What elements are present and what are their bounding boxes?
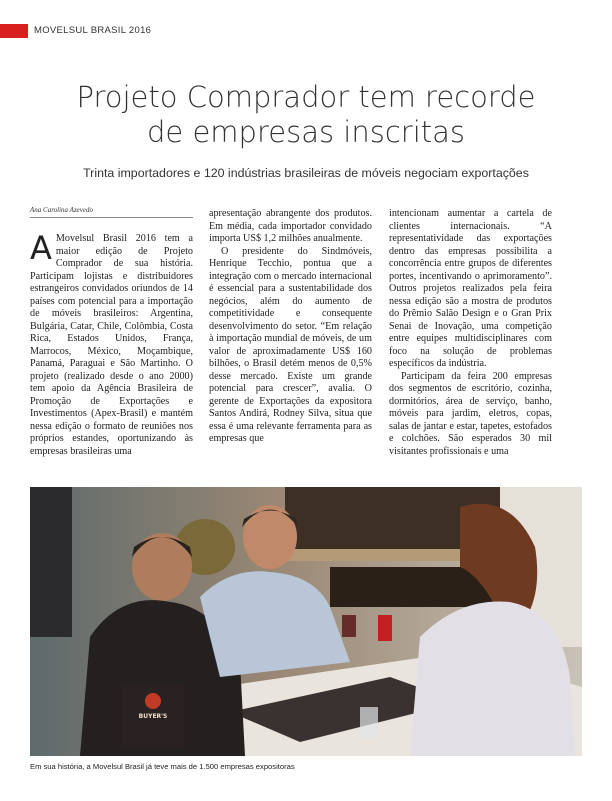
paragraph: O presidente do Sindmóveis, Henrique Tecchio, pontua que a integração com o mercado internacional é essencial para a sustentabilidade dos negócios, além do aumento de competitividade e consequente desenvolvimento do setor. “Em relação à importação mundial de móveis, de um valor de aproximadamente US$ 160 bilhões, o Brasil detém menos de 0,5% desse mercado. Existe um grande potencial para crescer”, avalia. O gerente de Exportações da expositora Santos Andirá, Rodney Silva, situa que essa é uma relevante ferramenta para as empresas que [209,245,372,444]
paragraph: Participam da feira 200 empresas dos segmentos de escritório, cozinha, dormitórios, área de serviço, banho, móveis para jardim, eletros, copas, salas de jantar e estar, tapetes, estofados e colchões. São esperados 30 mil visitantes profissionais e uma [389,370,552,457]
title-line-1: Projeto Comprador tem recorde [76,80,536,114]
meeting-photo-illustration [30,487,582,756]
author-divider [30,217,193,218]
paragraph: intencionam aumentar a cartela de clientes internacionais. “A representatividade das exportações dentro das empresas possibilita a concorrência entre grupos de diferentes portes, incentivando o aprimoramento”. Outros projetos realizados pela feira nessa edição são a mostra de produtos do Prêmio Salão Design e o Gran Prix Senai de Inovação, uma competição entre equipes multidisciplinares com foco na solução de problemas específicos da indústria. [389,208,552,369]
section-header: MOVELSUL BRASIL 2016 [34,25,152,36]
author-byline: Ana Carolina Azevedo [30,206,93,214]
article-photo [30,487,582,756]
drop-cap: A [30,229,52,267]
paragraph-text: Movelsul Brasil 2016 tem a maior edição de Projeto Comprador de sua história. Participam lojistas e distribuidores estrangeiros convidados oriundos de 14 países com potencial para a importação de móveis brasileiros: Argentina, Bulgária, Catar, Chile, Colômbia, Costa Rica, Estados Unidos, França, Marrocos, México, Moçambique, Panamá, Paraguai e São Martinho. O projeto (realizado desde o ano 2000) tem apoio da Agência Brasileira de Promoção de Exportações e Investimentos (Apex-Brasil) e mantém nessa edição o formato de reuniões nos próprios estandes, oportunizando às empresas brasileiras uma [30,233,193,457]
buyers-sign-text: BUYER'S [138,713,168,720]
title-line-2: de empresas inscritas [146,115,466,149]
photo-caption: Em sua história, a Movelsul Brasil já teve mais de 1.500 empresas expositoras [30,762,295,771]
article-title [0,80,612,150]
text-column-2 [209,208,372,446]
header-accent-bar [0,24,28,38]
text-column-3 [389,208,552,458]
text-column-1 [30,229,193,458]
paragraph [30,229,193,458]
article-subtitle: Trinta importadores e 120 indústrias brasileiras de móveis negociam exportações [83,166,529,180]
paragraph: apresentação abrangente dos produtos. Em média, cada importador convidado importa US$ 1,2 milhões anualmente. [209,208,372,244]
